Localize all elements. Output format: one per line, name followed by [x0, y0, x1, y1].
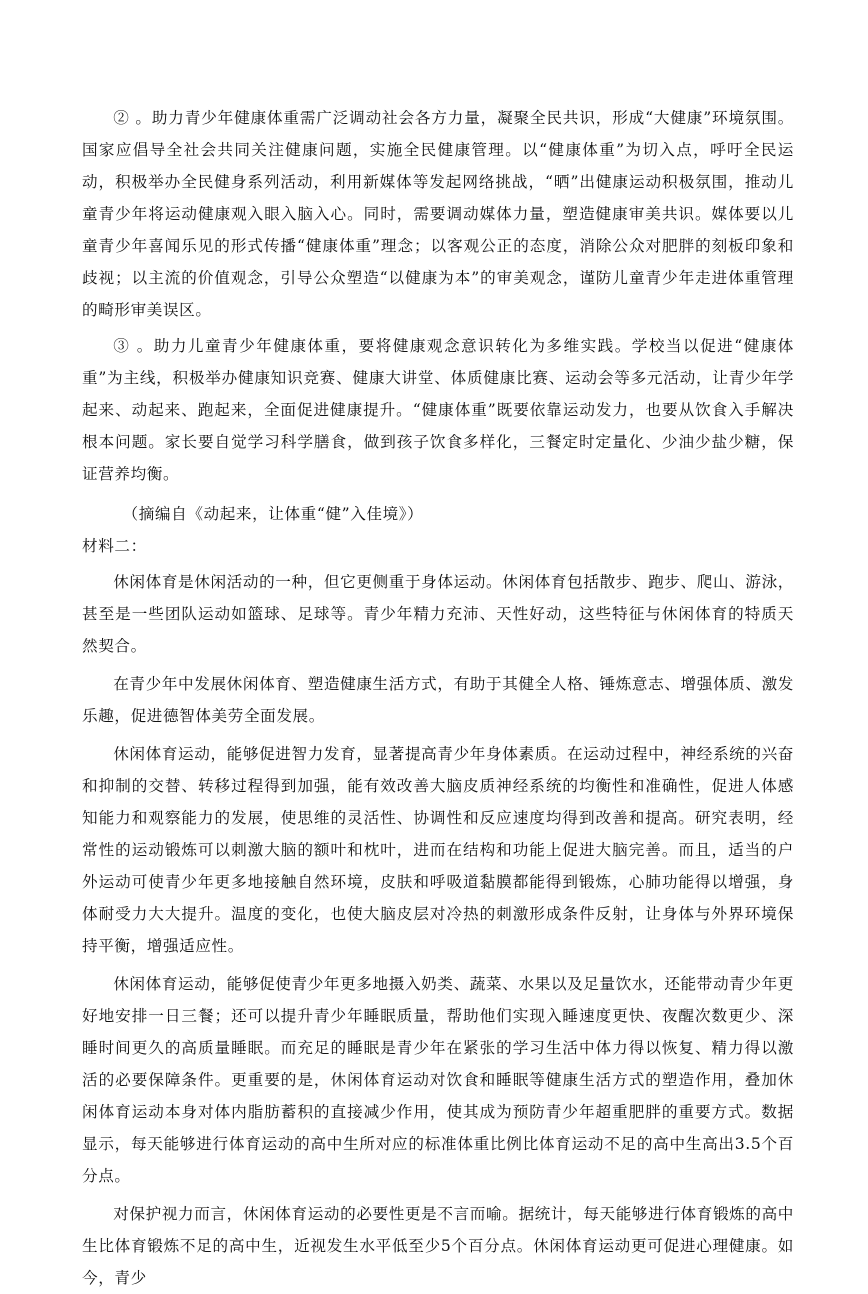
paragraph-intelligence-development: 休闲体育运动，能够促进智力发育，显著提高青少年身体素质。在运动过程中，神经系统的兴奋和抑制的交替、转移过程得到加强，能有效改善大脑皮质神经系统的均衡性和准确性，促进人体感知能力和观察能力的发展，使思维的灵活性、协调性和反应速度均得到改善和提高。研究表明，经常性的运动锻炼可以刺激大脑的额叶和枕叶，进而在结构和功能上促进大脑完善。而且，适当的户外运动可使青少年更多地接触自然环境，皮肤和呼吸道黏膜都能得到锻炼，心肺功能得以增强，身体耐受力大大提升。温度的变化，也使大脑皮层对冷热的刺激形成条件反射，让身体与外界环境保持平衡，增强适应性。 — [82, 745, 794, 955]
paragraph-3-multidimensional-practice: ③ 。助力儿童青少年健康体重，要将健康观念意识转化为多维实践。学校当以促进“健康体重”为主线，积极举办健康知识竞赛、健康大讲堂、体质健康比赛、运动会等多元活动，让青少年学起来、动起来、跑起来，全面促进健康提升。“健康体重”既要依靠运动发力，也要从饮食入手解决根本问题。家长要自觉学习科学膳食，做到孩子饮食多样化，三餐定时定量化、少油少盐少糖，保证营养均衡。 — [82, 337, 794, 483]
paragraph-leisure-sports-benefits: 在青少年中发展休闲体育、塑造健康生活方式，有助于其健全人格、锤炼意志、增强体质、激发乐趣，促进德智体美劳全面发展。 — [82, 675, 794, 725]
material-two-heading: 材料二： — [82, 537, 147, 555]
paragraph-vision-protection: 对保护视力而言，休闲体育运动的必要性更是不言而喻。据统计，每天能够进行体育锻炼的高中生比体育锻炼不足的高中生，近视发生水平低至少5个百分点。休闲体育运动更可促进心理健康。如今，青少 — [82, 1205, 794, 1287]
document-page — [82, 102, 794, 1294]
source-citation: （摘编自《动起来，让体重“健”入佳境》） — [122, 505, 424, 523]
paragraph-leisure-sports-definition: 休闲体育是休闲活动的一种，但它更侧重于身体运动。休闲体育包括散步、跑步、爬山、游泳，甚至是一些团队运动如篮球、足球等。青少年精力充沛、天性好动，这些特征与休闲体育的特质天然契合。 — [82, 573, 794, 655]
paragraph-2-public-awareness: ② 。助力青少年健康体重需广泛调动社会各方力量，凝聚全民共识，形成“大健康”环境氛围。国家应倡导全社会共同关注健康问题，实施全民健康管理。以“健康体重”为切入点，呼吁全民运动，积极举办全民健身系列活动，利用新媒体等发起网络挑战，“晒”出健康运动积极氛围，推动儿童青少年将运动健康观入眼入脑入心。同时，需要调动媒体力量，塑造健康审美共识。媒体要以儿童青少年喜闻乐见的形式传播“健康体重”理念；以客观公正的态度，消除公众对肥胖的刻板印象和歧视；以主流的价值观念，引导公众塑造“以健康为本”的审美观念，谨防儿童青少年走进体重管理的畸形审美误区。 — [82, 109, 794, 319]
paragraph-diet-and-sleep: 休闲体育运动，能够促使青少年更多地摄入奶类、蔬菜、水果以及足量饮水，还能带动青少年更好地安排一日三餐；还可以提升青少年睡眠质量，帮助他们实现入睡速度更快、夜醒次数更少、深睡时间更久的高质量睡眠。而充足的睡眠是青少年在紧张的学习生活中体力得以恢复、精力得以激活的必要保障条件。更重要的是，休闲体育运动对饮食和睡眠等健康生活方式的塑造作用，叠加休闲体育运动本身对体内脂肪蓄积的直接减少作用，使其成为预防青少年超重肥胖的重要方式。数据显示，每天能够进行体育运动的高中生所对应的标准体重比例比体育运动不足的高中生高出3.5个百分点。 — [82, 975, 794, 1185]
